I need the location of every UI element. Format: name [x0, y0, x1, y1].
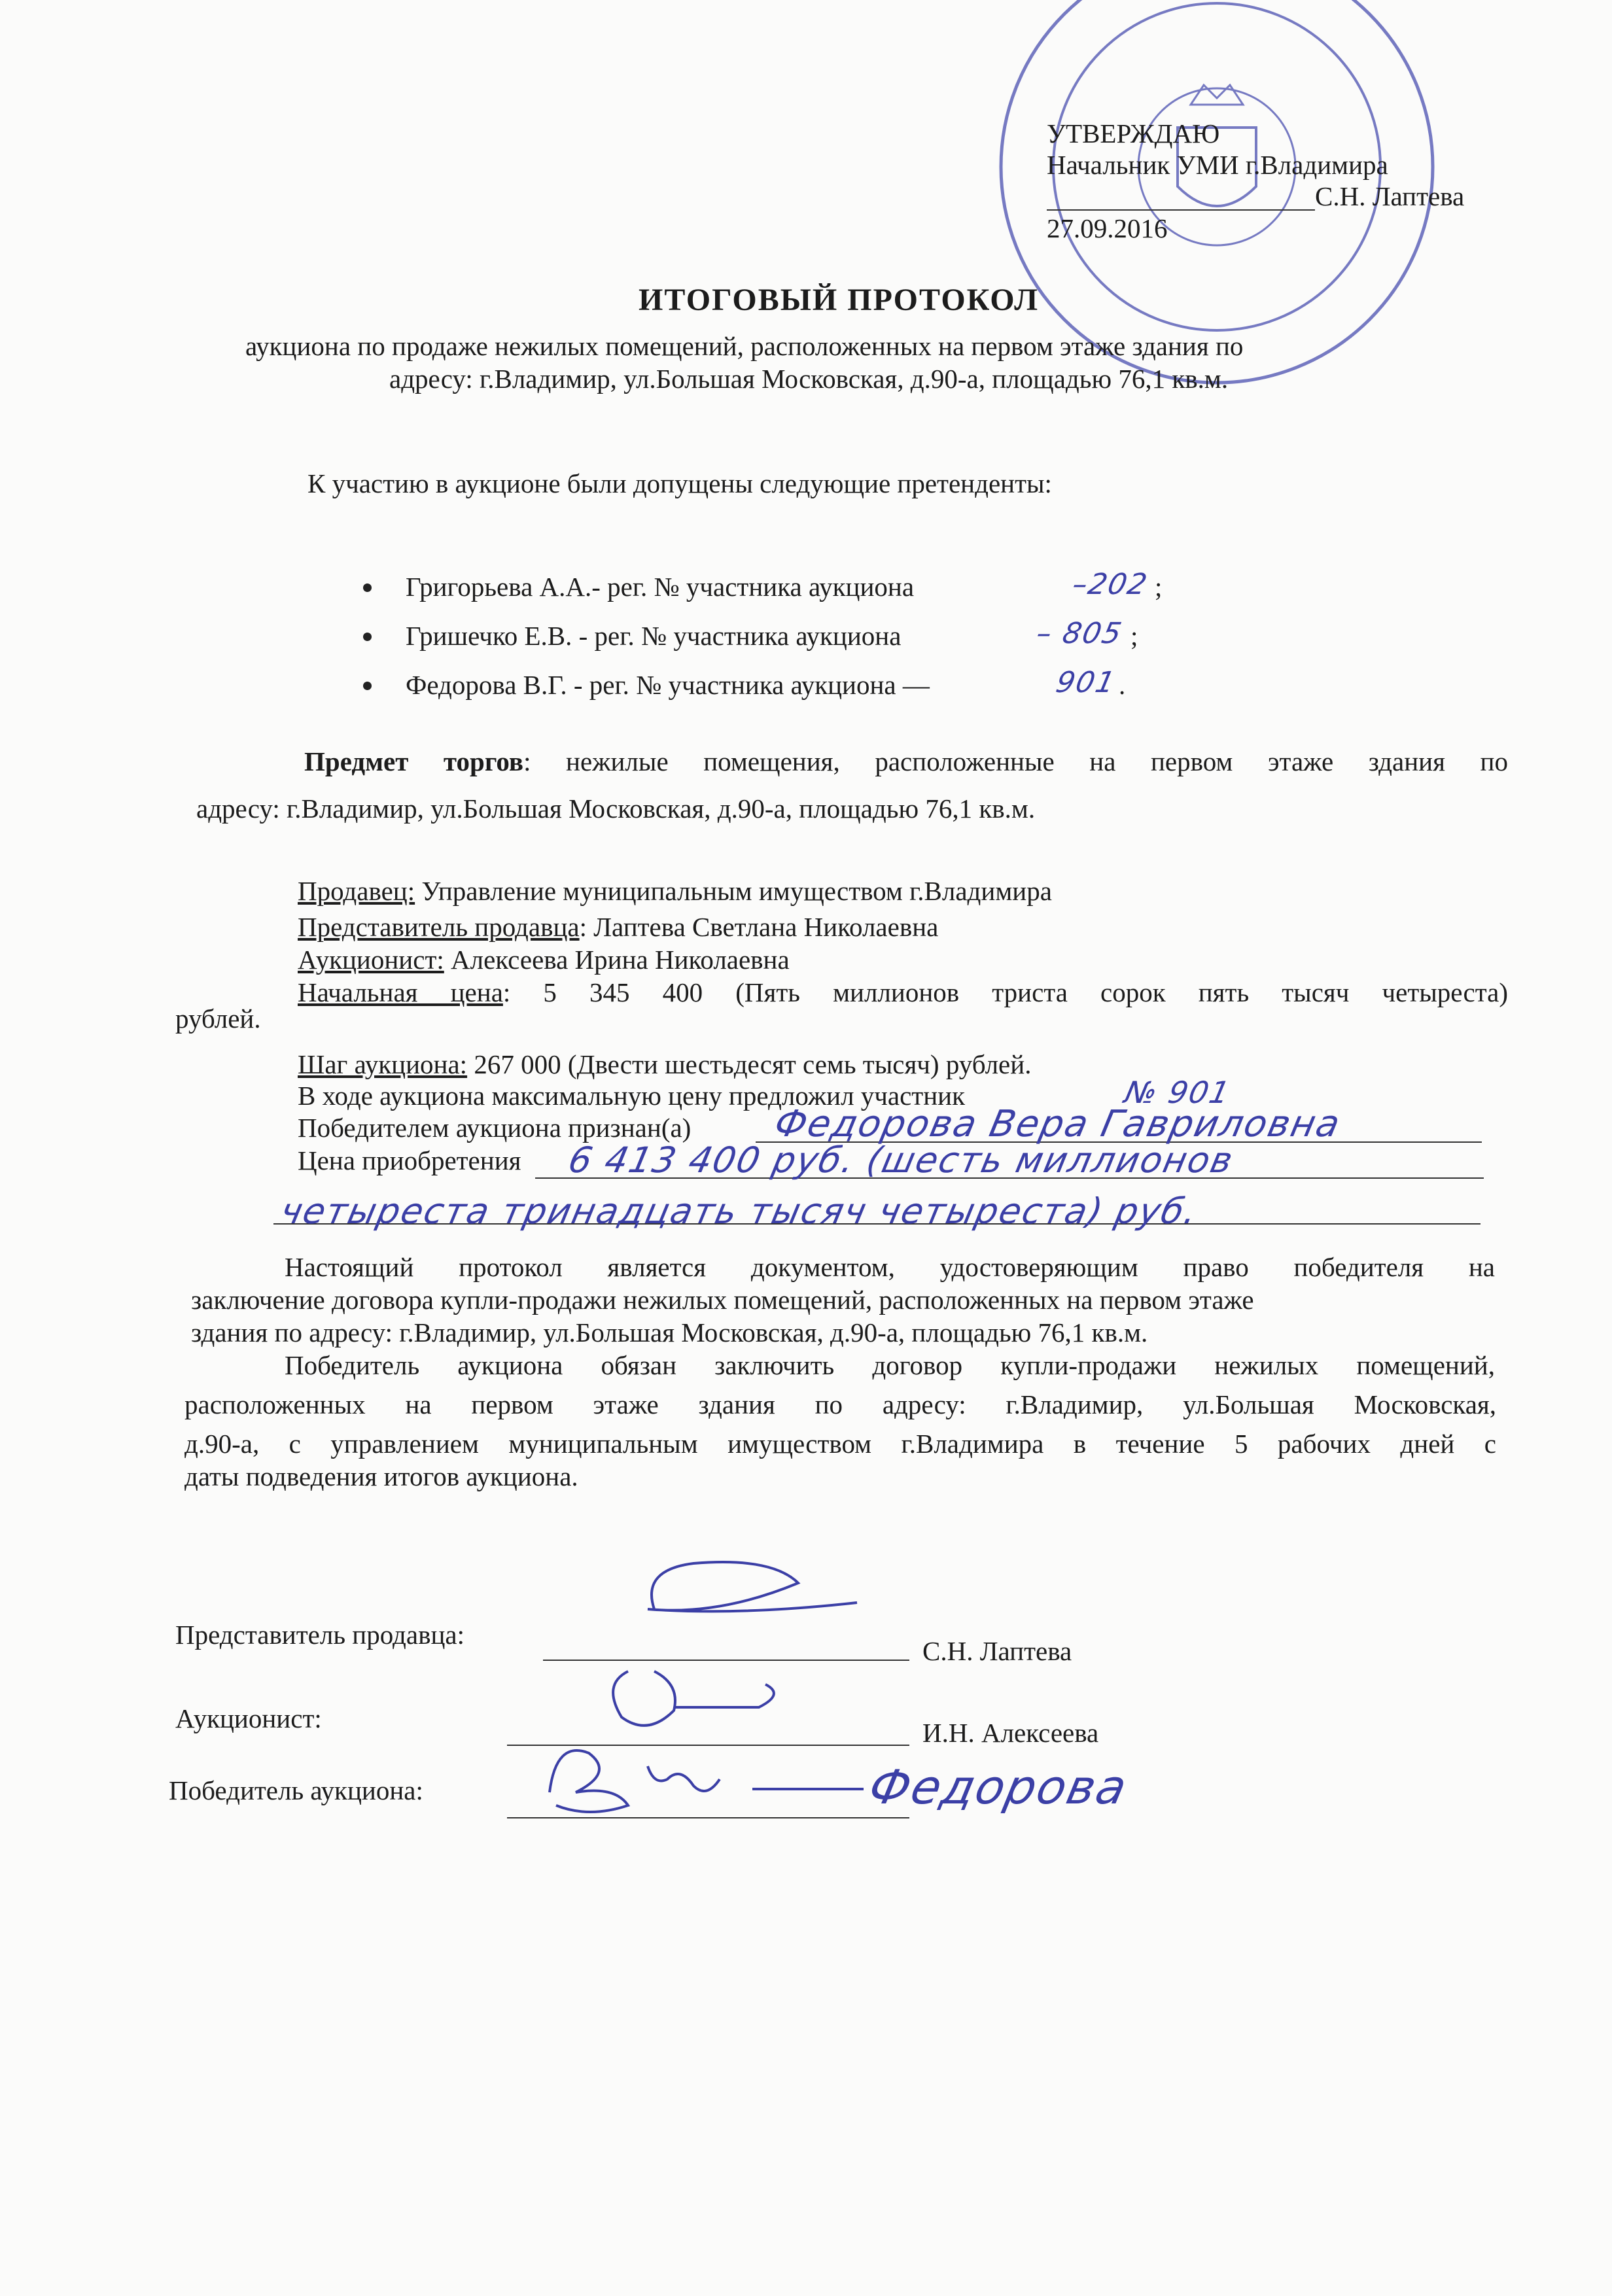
subject-line-1: [304, 746, 1508, 777]
signature-winner-label: Победитель аукциона:: [169, 1775, 423, 1805]
seller-row: [298, 875, 1052, 907]
signature-auctioneer-line: [507, 1745, 909, 1746]
participant-1-reg-number: –202: [1069, 568, 1151, 601]
paragraph-2-line-3: д.90-а, с управлением муниципальным имуществом г.Владимира в течение 5 рабочих дней с: [184, 1429, 1496, 1459]
max-price-participant: № 901: [1121, 1075, 1235, 1110]
participant-1-end: ;: [1155, 572, 1163, 602]
participants-intro: К участию в аукционе были допущены следующие претенденты:: [307, 468, 1052, 498]
max-price-row: В ходе аукциона максимальную цену предложил участник: [298, 1081, 966, 1111]
approval-signature-line: [1047, 209, 1315, 211]
signature-winner-scribble: [0, 0, 7, 7]
signature-auctioneer-label: Аукционист:: [175, 1703, 322, 1733]
auctioneer-label: Аукционист:: [298, 945, 444, 975]
participant-2-end: ;: [1130, 621, 1138, 651]
representative-row: [298, 911, 938, 943]
signature-rep-line: [543, 1660, 909, 1661]
participant-3-end: .: [1119, 670, 1126, 700]
start-price-label: Начальная цена: [298, 977, 503, 1007]
participant-2-reg-number: – 805: [1033, 617, 1126, 650]
step-label: Шаг аукциона:: [298, 1049, 468, 1079]
step-row: [298, 1049, 1031, 1080]
document-title: ИТОГОВЫЙ ПРОТОКОЛ: [639, 283, 1039, 317]
approve-label: УТВЕРЖДАЮ: [1047, 118, 1220, 148]
paragraph-2-line-4: даты подведения итогов аукциона.: [184, 1461, 578, 1491]
document-subtitle-2: адресу: г.Владимир, ул.Большая Московская, д.90-а, площадью 76,1 кв.м.: [389, 364, 1229, 394]
participant-1: Григорьева А.А.- рег. № участника аукциона: [406, 572, 915, 602]
paragraph-1-line-1: Настоящий протокол является документом, удостоверяющим право победителя на: [285, 1252, 1495, 1282]
paragraph-2-line-2: расположенных на первом этаже здания по адресу: г.Владимир, ул.Большая Московская,: [184, 1389, 1496, 1419]
start-price-row: [298, 977, 1508, 1008]
subject-text: : нежилые помещения, расположенные на первом этаже здания по: [523, 746, 1508, 776]
seller-value: Управление муниципальным имуществом г.Владимира: [415, 876, 1052, 906]
paragraph-1-line-3: здания по адресу: г.Владимир, ул.Большая Московская, д.90-а, площадью 76,1 кв.м.: [191, 1317, 1148, 1348]
signature-auctioneer-name: И.Н. Алексеева: [922, 1718, 1099, 1748]
representative-value: : Лаптева Светлана Николаевна: [579, 912, 939, 942]
bullet: [363, 583, 372, 592]
winner-name-handwritten: Федорова Вера Гавриловна: [771, 1103, 1345, 1145]
participant-2: Гришечко Е.В. - рег. № участника аукциона: [406, 621, 902, 651]
representative-label: Представитель продавца: [298, 912, 580, 942]
bullet: [363, 633, 372, 641]
approver-name: С.Н. Лаптева: [1315, 181, 1465, 211]
participant-3: Федорова В.Г. - рег. № участника аукциона —: [406, 670, 930, 700]
subject-label: Предмет торгов: [304, 746, 524, 776]
purchase-price-handwritten-2: четыреста тринадцать тысяч четыреста) руб.: [277, 1191, 1202, 1232]
bullet: [363, 682, 372, 690]
purchase-price-handwritten-1: 6 413 400 руб. (шесть миллионов: [565, 1139, 1238, 1181]
approver-position: Начальник УМИ г.Владимира: [1047, 150, 1388, 180]
paragraph-2-line-1: Победитель аукциона обязан заключить договор купли-продажи нежилых помещений,: [285, 1350, 1495, 1380]
subject-line-2: адресу: г.Владимир, ул.Большая Московская, д.90-а, площадью 76,1 кв.м.: [196, 793, 1036, 824]
signature-winner-line: [507, 1817, 909, 1818]
signature-rep-name: С.Н. Лаптева: [922, 1636, 1072, 1666]
auctioneer-row: [298, 944, 790, 975]
start-price-line-2: рублей.: [175, 1003, 261, 1034]
paragraph-1-line-2: заключение договора купли-продажи нежилых помещений, расположенных на первом этаже: [191, 1285, 1254, 1315]
winner-label: Победителем аукциона признан(а): [298, 1113, 692, 1143]
start-price-value: : 5 345 400 (Пять миллионов триста сорок пять тысяч четыреста): [502, 977, 1508, 1007]
seller-label: Продавец:: [298, 876, 415, 906]
step-value: 267 000 (Двести шестьдесят семь тысяч) рублей.: [467, 1049, 1032, 1079]
signature-rep-label: Представитель продавца:: [175, 1620, 464, 1650]
purchase-price-label: Цена приобретения: [298, 1145, 521, 1175]
document-subtitle-1: аукциона по продаже нежилых помещений, расположенных на первом этаже здания по: [245, 331, 1244, 361]
signature-winner-name: Федорова: [864, 1760, 1133, 1815]
approval-date: 27.09.2016: [1047, 213, 1168, 243]
participant-3-reg-number: 901: [1053, 666, 1119, 699]
auctioneer-value: Алексеева Ирина Николаевна: [444, 945, 790, 975]
